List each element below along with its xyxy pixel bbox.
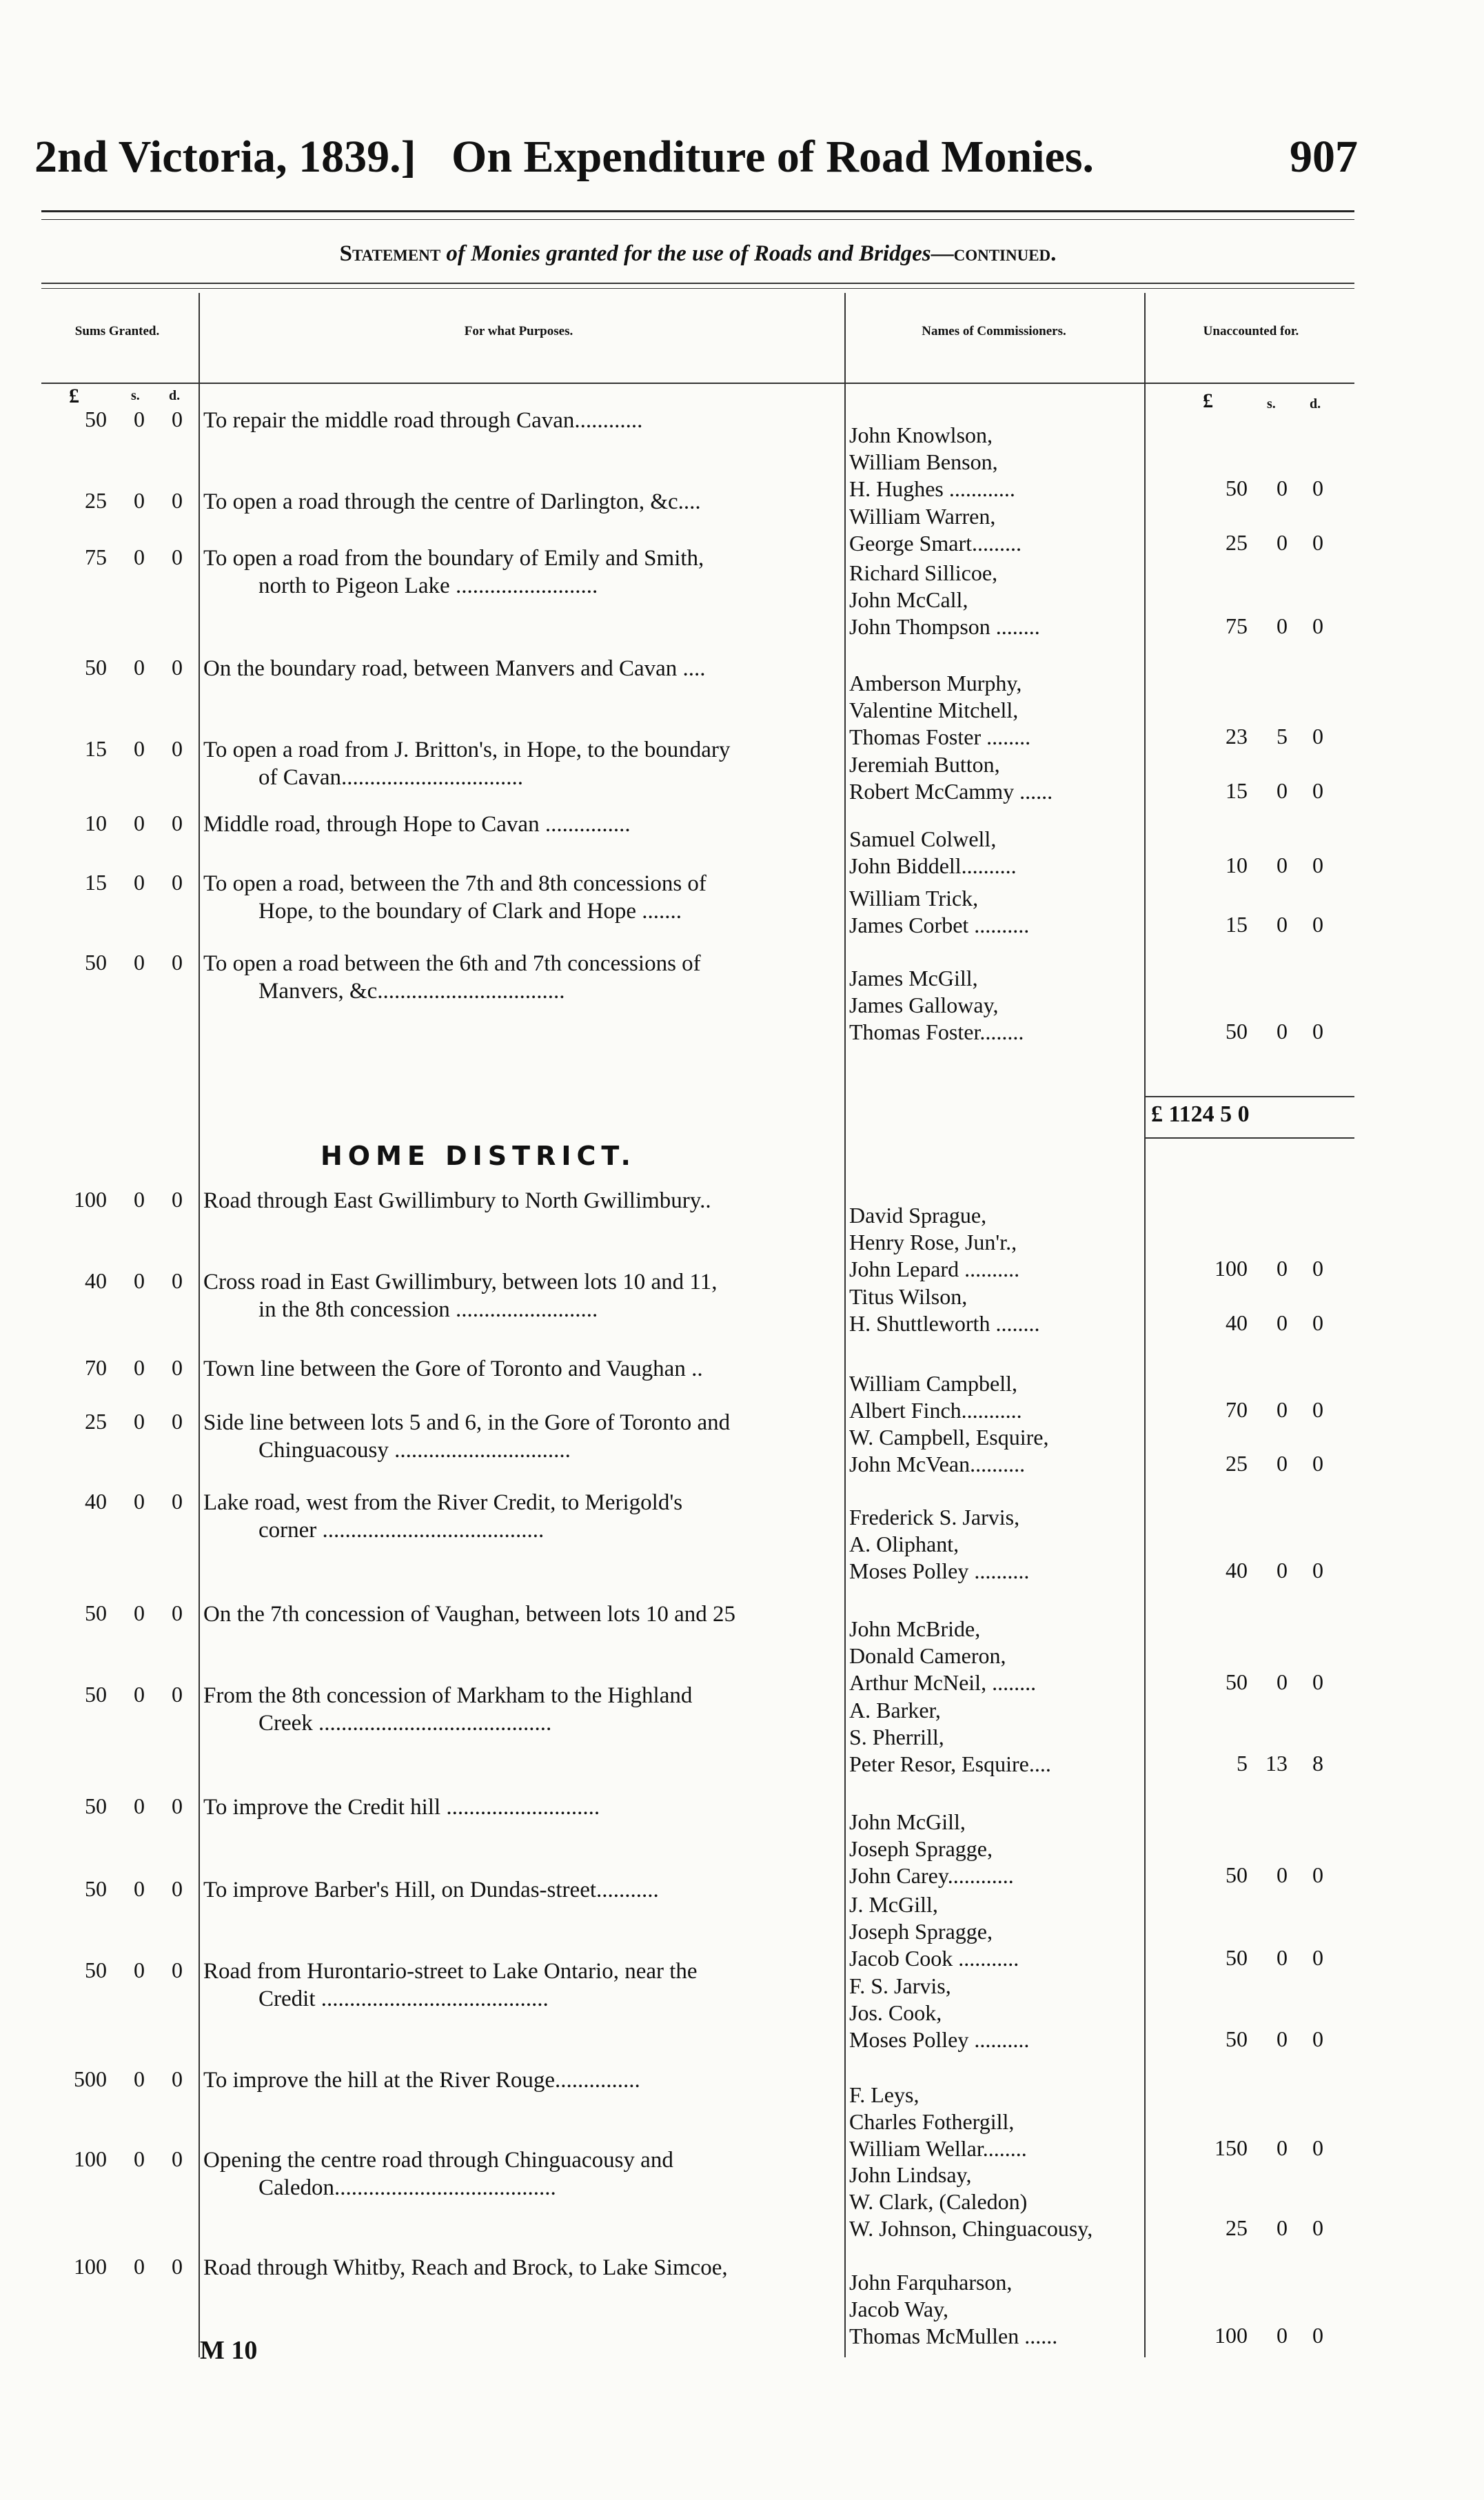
purpose: [203, 736, 834, 791]
currency-pound-left: £: [69, 385, 79, 407]
purpose: [203, 1682, 834, 1737]
commissioner-name: Peter Resor, Esquire....: [849, 1751, 1051, 1776]
currency-s-left: s.: [131, 388, 140, 403]
unaccounted-pence: 0: [1312, 1558, 1323, 1583]
unaccounted-pence: 0: [1312, 2026, 1323, 2051]
commissioner-name: John Thompson ........: [849, 614, 1040, 639]
purpose: [203, 545, 834, 600]
commissioner-name: John Farquharson,: [849, 2270, 1013, 2295]
commissioner-name: John McVean..........: [849, 1452, 1026, 1476]
purpose-line: To open a road from the boundary of Emily and Smith,: [203, 546, 704, 571]
sum-pence: 0: [172, 2146, 183, 2171]
commissioner-name: H. Hughes ............: [849, 476, 1015, 501]
currency-s-right: s.: [1267, 396, 1276, 411]
sum-pounds: 15: [85, 870, 107, 895]
purpose: [203, 1355, 834, 1383]
unaccounted-pounds: 100: [1214, 2323, 1248, 2348]
commissioners: [849, 1809, 1139, 1889]
commissioner-name: Joseph Spragge,: [849, 1836, 993, 1861]
sum-pence: 0: [172, 1682, 183, 1707]
commissioner-name: F. Leys,: [849, 2082, 919, 2107]
purpose-line: Middle road, through Hope to Cavan ...............: [203, 812, 631, 837]
col-purposes: For what Purposes.: [464, 324, 573, 338]
total-amount: £ 1124 5 0: [1151, 1101, 1250, 1127]
purpose: [203, 407, 834, 434]
commissioner-name: Charles Fothergill,: [849, 2109, 1015, 2134]
sum-pence: 0: [172, 1489, 183, 1514]
currency-d-left: d.: [169, 388, 181, 403]
commissioners: [849, 751, 1139, 805]
commissioners: [849, 826, 1139, 880]
purpose: [203, 488, 834, 516]
sum-pounds: 25: [85, 1409, 107, 1434]
unaccounted-pounds: 25: [1226, 1451, 1248, 1476]
unaccounted-pence: 0: [1312, 724, 1323, 749]
commissioners: [849, 1891, 1139, 1972]
commissioner-name: Henry Rose, Jun'r.,: [849, 1230, 1017, 1254]
sum-pounds: 40: [85, 1489, 107, 1514]
commissioner-name: George Smart.........: [849, 531, 1022, 556]
unaccounted-shillings: 0: [1277, 1256, 1288, 1281]
section-title: HOME DISTRICT.: [321, 1141, 636, 1171]
unaccounted-shillings: 0: [1277, 476, 1288, 500]
purpose-line: From the 8th concession of Markham to the Highland: [203, 1683, 693, 1708]
commissioner-name: Thomas McMullen ......: [849, 2324, 1058, 2348]
sum-pounds: 15: [85, 736, 107, 761]
unaccounted-shillings: 0: [1277, 1397, 1288, 1422]
purpose: [203, 2254, 834, 2281]
purpose: [203, 2146, 834, 2202]
unaccounted-pounds: 5: [1237, 1751, 1248, 1776]
purpose-line: To repair the middle road through Cavan............: [203, 408, 643, 433]
unaccounted-pounds: 50: [1226, 1945, 1248, 1970]
signature-mark: M 10: [200, 2336, 258, 2365]
unaccounted-pounds: 25: [1226, 2215, 1248, 2240]
sum-shillings: 0: [134, 1876, 145, 1901]
commissioner-name: John Lindsay,: [849, 2162, 972, 2187]
commissioner-name: Thomas Foster ........: [849, 724, 1031, 749]
unaccounted-shillings: 0: [1277, 1669, 1288, 1694]
purpose: [203, 1489, 834, 1544]
unaccounted-shillings: 0: [1277, 1451, 1288, 1476]
sum-shillings: 0: [134, 1187, 145, 1212]
sum-shillings: 0: [134, 2066, 145, 2091]
purpose-line: Road through East Gwillimbury to North Gwillimbury..: [203, 1188, 711, 1213]
unaccounted-pence: 0: [1312, 912, 1323, 937]
unaccounted-pence: 0: [1312, 2215, 1323, 2240]
purpose: [203, 811, 834, 838]
sum-pence: 0: [172, 1268, 183, 1293]
purpose-line: Road from Hurontario-street to Lake Ontario, near the: [203, 1959, 698, 1984]
sum-shillings: 0: [134, 950, 145, 975]
commissioner-name: Jeremiah Button,: [849, 752, 1000, 777]
unaccounted-pounds: 50: [1226, 476, 1248, 500]
unaccounted-pounds: 23: [1226, 724, 1248, 749]
commissioner-name: Moses Polley ..........: [849, 1558, 1030, 1583]
page-number: 907: [1290, 132, 1358, 182]
purpose-line: To improve the hill at the River Rouge...............: [203, 2068, 640, 2093]
commissioner-name: John Knowlson,: [849, 423, 993, 447]
sum-shillings: 0: [134, 1268, 145, 1293]
unaccounted-pounds: 100: [1214, 1256, 1248, 1281]
unaccounted-pounds: 50: [1226, 1669, 1248, 1694]
sum-pounds: 50: [85, 1793, 107, 1818]
sum-pounds: 500: [74, 2066, 107, 2091]
col-divider-2: [844, 293, 846, 2357]
unaccounted-shillings: 0: [1277, 613, 1288, 638]
unaccounted-pence: 0: [1312, 2135, 1323, 2160]
sum-pence: 0: [172, 1876, 183, 1901]
sum-shillings: 0: [134, 545, 145, 569]
sum-pence: 0: [172, 407, 183, 431]
sum-pence: 0: [172, 655, 183, 680]
sum-pounds: 50: [85, 950, 107, 975]
unaccounted-pence: 0: [1312, 1019, 1323, 1044]
unaccounted-shillings: 0: [1277, 530, 1288, 555]
commissioner-name: Amberson Murphy,: [849, 671, 1022, 695]
unaccounted-pence: 0: [1312, 613, 1323, 638]
commissioner-name: William Campbell,: [849, 1371, 1017, 1396]
commissioner-name: Joseph Spragge,: [849, 1919, 993, 1944]
total-rule: [1146, 1096, 1354, 1097]
commissioner-name: Richard Sillicoe,: [849, 560, 998, 585]
commissioner-name: William Warren,: [849, 504, 996, 529]
unaccounted-shillings: 0: [1277, 1310, 1288, 1335]
column-header-rule: [41, 383, 1354, 384]
commissioner-name: W. Clark, (Caledon): [849, 2189, 1028, 2214]
sum-pence: 0: [172, 2066, 183, 2091]
sum-shillings: 0: [134, 488, 145, 513]
purpose-line: Town line between the Gore of Toronto and Vaughan ..: [203, 1356, 703, 1381]
unaccounted-shillings: 0: [1277, 778, 1288, 803]
unaccounted-shillings: 0: [1277, 853, 1288, 877]
sum-shillings: 0: [134, 1600, 145, 1625]
commissioners: [849, 670, 1139, 751]
unaccounted-pounds: 25: [1226, 530, 1248, 555]
purpose: [203, 870, 834, 925]
unaccounted-pounds: 10: [1226, 853, 1248, 877]
commissioners: [849, 1424, 1139, 1478]
unaccounted-shillings: 0: [1277, 1862, 1288, 1887]
sum-shillings: 0: [134, 811, 145, 835]
purpose: [203, 1187, 834, 1215]
sum-pence: 0: [172, 811, 183, 835]
unaccounted-pence: 0: [1312, 476, 1323, 500]
purpose-line: To open a road between the 6th and 7th concessions of: [203, 951, 701, 976]
sum-shillings: 0: [134, 870, 145, 895]
sum-shillings: 0: [134, 1489, 145, 1514]
commissioners: [849, 422, 1139, 502]
table-top-rule-thin: [41, 288, 1354, 289]
commissioner-name: David Sprague,: [849, 1203, 987, 1228]
purpose-line: Road through Whitby, Reach and Brock, to Lake Simcoe,: [203, 2255, 728, 2280]
unaccounted-pounds: 15: [1226, 912, 1248, 937]
purpose-line: To open a road through the centre of Darlington, &c....: [203, 489, 701, 514]
purpose-line: To improve Barber's Hill, on Dundas-street...........: [203, 1878, 659, 1902]
sum-pence: 0: [172, 1958, 183, 1982]
sum-shillings: 0: [134, 1355, 145, 1380]
purpose: [203, 1268, 834, 1323]
commissioner-name: John McGill,: [849, 1809, 966, 1834]
purpose-line: On the boundary road, between Manvers and Cavan ....: [203, 656, 706, 681]
commissioner-name: John McBride,: [849, 1616, 981, 1641]
unaccounted-pence: 0: [1312, 1945, 1323, 1970]
commissioner-name: John McCall,: [849, 587, 968, 612]
purpose-line: To open a road, between the 7th and 8th concessions of: [203, 871, 707, 896]
header-session: 2nd Victoria, 1839.]: [34, 132, 416, 182]
unaccounted-shillings: 13: [1266, 1751, 1288, 1776]
purpose-line: Lake road, west from the River Credit, to Merigold's: [203, 1490, 683, 1515]
commissioner-name: William Wellar........: [849, 2136, 1027, 2161]
commissioner-name: J. McGill,: [849, 1892, 938, 1917]
purpose-line: Side line between lots 5 and 6, in the Gore of Toronto and: [203, 1410, 731, 1435]
header-rule: [41, 210, 1354, 212]
commissioner-name: Jacob Cook ...........: [849, 1946, 1019, 1971]
unaccounted-shillings: 0: [1277, 1945, 1288, 1970]
header-rule-thin: [41, 219, 1354, 220]
sum-pence: 0: [172, 545, 183, 569]
commissioner-name: John Lepard ..........: [849, 1257, 1020, 1281]
commissioner-name: Titus Wilson,: [849, 1284, 968, 1309]
purpose-line: corner .......................................: [258, 1518, 545, 1543]
commissioner-name: William Benson,: [849, 449, 998, 474]
commissioner-name: F. S. Jarvis,: [849, 1973, 951, 1998]
sum-shillings: 0: [134, 1958, 145, 1982]
commissioners: [849, 2082, 1139, 2162]
sum-pounds: 50: [85, 1958, 107, 1982]
sum-pounds: 50: [85, 655, 107, 680]
running-header: [34, 131, 1358, 193]
commissioner-name: H. Shuttleworth ........: [849, 1311, 1040, 1336]
unaccounted-pence: 8: [1312, 1751, 1323, 1776]
purpose-line: Hope, to the boundary of Clark and Hope .......: [258, 899, 682, 924]
commissioners: [849, 1616, 1139, 1696]
unaccounted-shillings: 0: [1277, 2026, 1288, 2051]
sum-pounds: 100: [74, 2146, 107, 2171]
purpose-line: Opening the centre road through Chinguacousy and: [203, 2148, 673, 2173]
sum-shillings: 0: [134, 736, 145, 761]
unaccounted-pence: 0: [1312, 1256, 1323, 1281]
commissioners: [849, 503, 1139, 557]
sum-pence: 0: [172, 2254, 183, 2279]
unaccounted-pence: 0: [1312, 1669, 1323, 1694]
purpose: [203, 1409, 834, 1464]
purpose-line: Credit ........................................: [258, 1986, 549, 2011]
commissioners: [849, 2269, 1139, 2350]
commissioner-name: James Galloway,: [849, 993, 999, 1017]
commissioners: [849, 1504, 1139, 1585]
sum-pounds: 50: [85, 1682, 107, 1707]
statement-title: [41, 241, 1354, 267]
unaccounted-pounds: 50: [1226, 1019, 1248, 1044]
currency-d-right: d.: [1310, 396, 1321, 411]
unaccounted-pounds: 75: [1226, 613, 1248, 638]
commissioner-name: Thomas Foster........: [849, 1019, 1024, 1044]
sum-pence: 0: [172, 870, 183, 895]
purpose-line: Creek .........................................: [258, 1711, 552, 1736]
unaccounted-pounds: 70: [1226, 1397, 1248, 1422]
purpose-line: Cross road in East Gwillimbury, between lots 10 and 11,: [203, 1270, 718, 1294]
sum-shillings: 0: [134, 1793, 145, 1818]
purpose-line: of Cavan................................: [258, 765, 524, 790]
commissioner-name: Robert McCammy ......: [849, 779, 1053, 804]
unaccounted-pence: 0: [1312, 778, 1323, 803]
unaccounted-pence: 0: [1312, 1310, 1323, 1335]
purpose: [203, 1600, 834, 1628]
col-sums-granted: Sums Granted.: [74, 324, 160, 338]
unaccounted-shillings: 0: [1277, 912, 1288, 937]
commissioners: [849, 885, 1139, 939]
commissioners: [849, 1973, 1139, 2053]
commissioner-name: Valentine Mitchell,: [849, 698, 1019, 722]
col-commissioners: Names of Commissioners.: [922, 324, 1066, 338]
commissioner-name: Moses Polley ..........: [849, 2027, 1030, 2052]
commissioner-name: Donald Cameron,: [849, 1643, 1006, 1668]
commissioners: [849, 560, 1139, 640]
commissioners: [849, 1697, 1139, 1778]
sum-pence: 0: [172, 1793, 183, 1818]
unaccounted-pence: 0: [1312, 1862, 1323, 1887]
sum-pounds: 75: [85, 545, 107, 569]
unaccounted-shillings: 0: [1277, 1558, 1288, 1583]
commissioner-name: Jos. Cook,: [849, 2000, 942, 2025]
purpose-line: Manvers, &c.................................: [258, 979, 565, 1004]
commissioner-name: W. Johnson, Chinguacousy,: [849, 2216, 1093, 2241]
commissioner-name: S. Pherrill,: [849, 1725, 944, 1749]
sum-pounds: 25: [85, 488, 107, 513]
commissioner-name: Albert Finch...........: [849, 1398, 1022, 1423]
commissioner-name: W. Campbell, Esquire,: [849, 1425, 1049, 1450]
purpose: [203, 1958, 834, 2013]
header-title: On Expenditure of Road Monies.: [451, 132, 1095, 182]
unaccounted-pounds: 15: [1226, 778, 1248, 803]
purpose-line: On the 7th concession of Vaughan, between lots 10 and 25: [203, 1602, 735, 1627]
unaccounted-pounds: 50: [1226, 1862, 1248, 1887]
purpose: [203, 1793, 834, 1821]
currency-pound-right: £: [1203, 389, 1213, 412]
unaccounted-pounds: 40: [1226, 1558, 1248, 1583]
sum-pounds: 50: [85, 1876, 107, 1901]
purpose: [203, 950, 834, 1005]
purpose-line: Chinguacousy ...............................: [258, 1438, 571, 1463]
sum-pence: 0: [172, 1409, 183, 1434]
unaccounted-shillings: 5: [1277, 724, 1288, 749]
sum-pence: 0: [172, 1355, 183, 1380]
sum-pounds: 50: [85, 1600, 107, 1625]
unaccounted-pence: 0: [1312, 853, 1323, 877]
sum-shillings: 0: [134, 1682, 145, 1707]
unaccounted-shillings: 0: [1277, 2135, 1288, 2160]
sum-pence: 0: [172, 1600, 183, 1625]
unaccounted-pence: 0: [1312, 1451, 1323, 1476]
purpose-line: in the 8th concession .........................: [258, 1297, 598, 1322]
sum-pence: 0: [172, 950, 183, 975]
unaccounted-pounds: 150: [1214, 2135, 1248, 2160]
unaccounted-shillings: 0: [1277, 1019, 1288, 1044]
sum-pence: 0: [172, 1187, 183, 1212]
sum-shillings: 0: [134, 2254, 145, 2279]
commissioners: [849, 1283, 1139, 1337]
sum-pounds: 10: [85, 811, 107, 835]
commissioners: [849, 965, 1139, 1046]
purpose-line: To open a road from J. Britton's, in Hope, to the boundary: [203, 738, 731, 762]
commissioners: [849, 1202, 1139, 1283]
purpose-line: north to Pigeon Lake .........................: [258, 573, 598, 598]
commissioner-name: Arthur McNeil, ........: [849, 1670, 1037, 1695]
sum-pounds: 50: [85, 407, 107, 431]
purpose-line: Caledon.......................................: [258, 2175, 556, 2200]
unaccounted-pence: 0: [1312, 1397, 1323, 1422]
purpose: [203, 1876, 834, 1904]
sum-shillings: 0: [134, 655, 145, 680]
statement-italic: of Monies granted for the use of Roads and Bridges: [446, 241, 931, 266]
sum-shillings: 0: [134, 2146, 145, 2171]
commissioner-name: William Trick,: [849, 886, 979, 911]
unaccounted-pounds: 40: [1226, 1310, 1248, 1335]
commissioner-name: John Carey............: [849, 1863, 1014, 1888]
commissioner-name: Samuel Colwell,: [849, 826, 997, 851]
commissioner-name: A. Oliphant,: [849, 1532, 959, 1556]
unaccounted-pence: 0: [1312, 530, 1323, 555]
purpose: [203, 655, 834, 682]
commissioner-name: Frederick S. Jarvis,: [849, 1505, 1020, 1530]
total-rule-bottom: [1146, 1137, 1354, 1139]
commissioner-name: A. Barker,: [849, 1698, 941, 1722]
sum-pounds: 100: [74, 2254, 107, 2279]
unaccounted-pounds: 50: [1226, 2026, 1248, 2051]
statement-lead: Statement: [339, 241, 441, 266]
unaccounted-pence: 0: [1312, 2323, 1323, 2348]
purpose-line: To improve the Credit hill ...........................: [203, 1795, 600, 1820]
sum-pounds: 100: [74, 1187, 107, 1212]
commissioner-name: James Corbet ..........: [849, 913, 1030, 937]
commissioner-name: John Biddell..........: [849, 853, 1017, 878]
col-divider-1: [199, 293, 200, 2357]
table-top-rule: [41, 283, 1354, 284]
col-unaccounted: Unaccounted for.: [1203, 324, 1299, 338]
col-divider-3: [1144, 293, 1146, 2357]
sum-shillings: 0: [134, 1409, 145, 1434]
commissioners: [849, 1370, 1139, 1424]
commissioner-name: Jacob Way,: [849, 2297, 949, 2321]
purpose: [203, 2066, 834, 2094]
sum-pence: 0: [172, 736, 183, 761]
sum-pence: 0: [172, 488, 183, 513]
sum-shillings: 0: [134, 407, 145, 431]
sum-pounds: 70: [85, 1355, 107, 1380]
sum-pounds: 40: [85, 1268, 107, 1293]
commissioner-name: James McGill,: [849, 966, 978, 990]
statement-suffix: —continued.: [931, 241, 1057, 266]
unaccounted-shillings: 0: [1277, 2323, 1288, 2348]
commissioners: [849, 2162, 1139, 2242]
unaccounted-shillings: 0: [1277, 2215, 1288, 2240]
